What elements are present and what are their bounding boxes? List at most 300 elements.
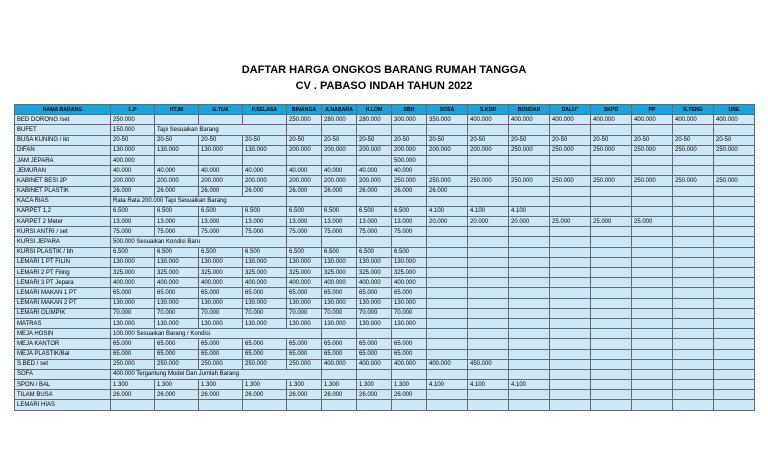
price-cell[interactable]: 200.000 <box>392 145 427 155</box>
item-name-cell[interactable]: SPON / BAL <box>15 380 111 390</box>
price-cell[interactable] <box>591 155 632 165</box>
item-name-cell[interactable]: KACA RIAS <box>15 196 111 206</box>
note-cell[interactable] <box>155 125 287 135</box>
price-cell[interactable]: 400.000 <box>392 359 427 369</box>
price-cell[interactable]: 200.000 <box>243 176 287 186</box>
price-cell[interactable] <box>591 227 632 237</box>
item-name-cell[interactable]: BED DORONG /set <box>15 115 111 125</box>
price-cell[interactable] <box>287 196 322 206</box>
price-cell[interactable] <box>714 339 755 349</box>
price-cell[interactable] <box>673 278 714 288</box>
price-cell[interactable] <box>714 257 755 267</box>
price-cell[interactable] <box>392 400 427 410</box>
price-cell[interactable] <box>550 166 591 176</box>
price-cell[interactable]: 65.000 <box>243 288 287 298</box>
price-cell[interactable] <box>287 155 322 165</box>
price-cell[interactable]: 250.000 <box>550 145 591 155</box>
price-cell[interactable]: 400.000 <box>714 115 755 125</box>
price-cell[interactable] <box>509 166 550 176</box>
price-cell[interactable] <box>673 298 714 308</box>
price-cell[interactable] <box>509 329 550 339</box>
price-cell[interactable] <box>509 186 550 196</box>
price-cell[interactable] <box>427 339 468 349</box>
price-cell[interactable]: 400.000 <box>550 115 591 125</box>
price-cell[interactable] <box>591 288 632 298</box>
price-cell[interactable] <box>632 380 673 390</box>
price-cell[interactable] <box>509 390 550 400</box>
price-cell[interactable] <box>468 308 509 318</box>
price-cell[interactable]: 70.000 <box>243 308 287 318</box>
item-name-cell[interactable]: MEJA HOSIN <box>15 329 111 339</box>
price-cell[interactable] <box>632 359 673 369</box>
price-cell[interactable]: 6.500 <box>155 206 199 216</box>
price-cell[interactable] <box>714 288 755 298</box>
price-cell[interactable]: 13.000 <box>199 217 243 227</box>
price-cell[interactable] <box>427 329 468 339</box>
price-cell[interactable]: 130.000 <box>155 318 199 328</box>
item-name-cell[interactable]: LEMARI 3 PT Jepara <box>15 278 111 288</box>
price-cell[interactable]: 70.000 <box>287 308 322 318</box>
price-cell[interactable]: 20-50 <box>427 135 468 145</box>
price-cell[interactable]: 450.000 <box>468 359 509 369</box>
price-cell[interactable]: 250.000 <box>111 115 155 125</box>
price-cell[interactable] <box>591 390 632 400</box>
price-cell[interactable]: 400.000 <box>591 115 632 125</box>
item-name-cell[interactable]: LEMARI 2 PT Filing <box>15 268 111 278</box>
price-cell[interactable]: 400.000 <box>322 359 357 369</box>
price-cell[interactable]: 65.000 <box>243 349 287 359</box>
item-name-cell[interactable]: KABINET PLASTIK <box>15 186 111 196</box>
price-cell[interactable]: 65.000 <box>111 349 155 359</box>
price-cell[interactable]: 65.000 <box>392 339 427 349</box>
item-name-cell[interactable]: BUSA KUNING / ikt <box>15 135 111 145</box>
price-cell[interactable] <box>673 237 714 247</box>
price-cell[interactable]: 250.000 <box>591 176 632 186</box>
price-cell[interactable] <box>509 155 550 165</box>
price-cell[interactable]: 250.000 <box>287 359 322 369</box>
price-cell[interactable]: 250.000 <box>591 145 632 155</box>
price-cell[interactable] <box>714 390 755 400</box>
price-cell[interactable]: 130.000 <box>357 318 392 328</box>
item-name-cell[interactable]: LEMARI MAKAN 1 PT <box>15 288 111 298</box>
price-cell[interactable] <box>509 278 550 288</box>
price-cell[interactable] <box>509 268 550 278</box>
price-cell[interactable]: 250.000 <box>714 176 755 186</box>
price-cell[interactable] <box>632 166 673 176</box>
price-cell[interactable] <box>550 186 591 196</box>
price-cell[interactable]: 75.000 <box>111 227 155 237</box>
price-cell[interactable] <box>468 288 509 298</box>
item-name-cell[interactable]: LEMARI HIAS <box>15 400 111 410</box>
price-cell[interactable]: 325.000 <box>111 268 155 278</box>
price-cell[interactable] <box>468 329 509 339</box>
price-cell[interactable] <box>550 247 591 257</box>
price-cell[interactable] <box>550 359 591 369</box>
price-cell[interactable]: 130.000 <box>199 257 243 267</box>
price-cell[interactable] <box>673 125 714 135</box>
price-cell[interactable] <box>673 227 714 237</box>
price-cell[interactable]: 250.000 <box>714 145 755 155</box>
price-cell[interactable]: 4.100 <box>427 380 468 390</box>
price-cell[interactable] <box>468 125 509 135</box>
price-cell[interactable]: 250.000 <box>632 176 673 186</box>
item-name-cell[interactable]: KARPET 2 Meter <box>15 217 111 227</box>
price-cell[interactable]: 130.000 <box>111 145 155 155</box>
price-cell[interactable] <box>322 125 357 135</box>
price-cell[interactable]: 20-50 <box>199 135 243 145</box>
column-header[interactable]: H.LOM <box>357 105 392 115</box>
price-cell[interactable]: 6.500 <box>287 206 322 216</box>
column-header[interactable]: UBE <box>714 105 755 115</box>
column-header[interactable]: K.TENG <box>673 105 714 115</box>
price-cell[interactable] <box>322 369 357 379</box>
column-header[interactable]: SKPD <box>591 105 632 115</box>
price-cell[interactable] <box>155 155 199 165</box>
price-cell[interactable] <box>427 196 468 206</box>
price-cell[interactable]: 130.000 <box>199 318 243 328</box>
price-cell[interactable] <box>591 349 632 359</box>
price-cell[interactable]: 70.000 <box>357 308 392 318</box>
price-cell[interactable]: 25.000 <box>632 217 673 227</box>
price-cell[interactable]: 130.000 <box>111 318 155 328</box>
price-cell[interactable] <box>591 186 632 196</box>
price-cell[interactable]: 200.000 <box>322 145 357 155</box>
price-cell[interactable]: 65.000 <box>322 349 357 359</box>
price-cell[interactable] <box>322 237 357 247</box>
price-cell[interactable] <box>509 237 550 247</box>
price-cell[interactable] <box>632 247 673 257</box>
price-cell[interactable] <box>509 298 550 308</box>
price-cell[interactable]: 6.500 <box>155 247 199 257</box>
price-cell[interactable] <box>591 329 632 339</box>
price-cell[interactable] <box>714 237 755 247</box>
price-cell[interactable] <box>673 247 714 257</box>
price-cell[interactable]: 26.000 <box>111 390 155 400</box>
price-cell[interactable] <box>468 339 509 349</box>
column-header[interactable]: A.NABARA <box>322 105 357 115</box>
price-cell[interactable]: 130.000 <box>155 298 199 308</box>
item-name-cell[interactable]: KARPET 1,2 <box>15 206 111 216</box>
price-cell[interactable] <box>427 125 468 135</box>
price-cell[interactable]: 4.100 <box>509 380 550 390</box>
price-cell[interactable] <box>550 400 591 410</box>
price-cell[interactable]: 70.000 <box>199 308 243 318</box>
price-cell[interactable] <box>673 359 714 369</box>
price-cell[interactable] <box>591 339 632 349</box>
price-cell[interactable]: 75.000 <box>199 227 243 237</box>
price-cell[interactable]: 20-50 <box>155 135 199 145</box>
price-cell[interactable] <box>550 349 591 359</box>
price-cell[interactable] <box>427 257 468 267</box>
price-cell[interactable] <box>673 369 714 379</box>
price-cell[interactable]: 26.000 <box>111 186 155 196</box>
price-cell[interactable]: 65.000 <box>287 339 322 349</box>
column-header[interactable]: L.P <box>111 105 155 115</box>
price-cell[interactable]: 65.000 <box>199 339 243 349</box>
item-name-cell[interactable]: DIFAN <box>15 145 111 155</box>
price-cell[interactable]: 400.000 <box>427 359 468 369</box>
note-cell[interactable] <box>111 237 287 247</box>
price-cell[interactable] <box>427 227 468 237</box>
price-cell[interactable]: 200.000 <box>287 145 322 155</box>
price-cell[interactable] <box>468 237 509 247</box>
price-cell[interactable] <box>632 196 673 206</box>
price-cell[interactable]: 325.000 <box>392 268 427 278</box>
price-cell[interactable] <box>632 125 673 135</box>
price-cell[interactable]: 26.000 <box>243 390 287 400</box>
price-cell[interactable] <box>714 196 755 206</box>
price-cell[interactable] <box>550 196 591 206</box>
price-cell[interactable] <box>509 247 550 257</box>
price-cell[interactable]: 70.000 <box>322 308 357 318</box>
price-cell[interactable]: 200.000 <box>322 176 357 186</box>
note-cell[interactable] <box>111 329 322 339</box>
price-cell[interactable]: 13.000 <box>392 217 427 227</box>
price-cell[interactable]: 4.100 <box>427 206 468 216</box>
price-cell[interactable]: 325.000 <box>357 268 392 278</box>
price-cell[interactable]: 26.000 <box>287 390 322 400</box>
price-cell[interactable]: 250.000 <box>199 359 243 369</box>
price-cell[interactable] <box>632 318 673 328</box>
price-cell[interactable]: 130.000 <box>287 318 322 328</box>
price-cell[interactable] <box>509 339 550 349</box>
price-cell[interactable] <box>509 318 550 328</box>
price-cell[interactable] <box>632 400 673 410</box>
price-cell[interactable] <box>714 359 755 369</box>
price-cell[interactable] <box>287 237 322 247</box>
price-cell[interactable] <box>550 318 591 328</box>
price-cell[interactable]: 26.000 <box>322 186 357 196</box>
price-cell[interactable]: 250.000 <box>287 115 322 125</box>
price-cell[interactable]: 20-50 <box>673 135 714 145</box>
price-cell[interactable]: 65.000 <box>111 288 155 298</box>
price-cell[interactable]: 300.000 <box>392 115 427 125</box>
price-cell[interactable]: 65.000 <box>357 339 392 349</box>
price-cell[interactable] <box>591 318 632 328</box>
price-cell[interactable] <box>468 247 509 257</box>
price-cell[interactable] <box>591 125 632 135</box>
price-cell[interactable]: 13.000 <box>287 217 322 227</box>
price-cell[interactable]: 200.000 <box>357 176 392 186</box>
price-cell[interactable]: 130.000 <box>111 298 155 308</box>
column-header[interactable]: G.TUA <box>199 105 243 115</box>
price-cell[interactable] <box>509 196 550 206</box>
price-cell[interactable] <box>243 115 287 125</box>
price-cell[interactable]: 65.000 <box>357 349 392 359</box>
price-cell[interactable] <box>673 186 714 196</box>
price-cell[interactable]: 20-50 <box>111 135 155 145</box>
price-cell[interactable] <box>673 349 714 359</box>
price-cell[interactable] <box>632 369 673 379</box>
price-cell[interactable]: 13.000 <box>111 217 155 227</box>
price-cell[interactable]: 65.000 <box>111 339 155 349</box>
price-cell[interactable] <box>714 318 755 328</box>
price-cell[interactable] <box>632 257 673 267</box>
price-cell[interactable] <box>357 400 392 410</box>
price-cell[interactable]: 130.000 <box>357 298 392 308</box>
price-cell[interactable]: 250.000 <box>509 145 550 155</box>
price-cell[interactable] <box>509 227 550 237</box>
price-cell[interactable] <box>673 400 714 410</box>
price-cell[interactable] <box>550 369 591 379</box>
price-cell[interactable]: 400.000 <box>673 115 714 125</box>
price-cell[interactable]: 280.000 <box>322 115 357 125</box>
price-cell[interactable]: 75.000 <box>155 227 199 237</box>
price-cell[interactable] <box>632 186 673 196</box>
price-cell[interactable] <box>287 400 322 410</box>
price-cell[interactable]: 1.300 <box>322 380 357 390</box>
price-cell[interactable] <box>714 380 755 390</box>
price-cell[interactable] <box>468 227 509 237</box>
price-cell[interactable]: 400.000 <box>111 278 155 288</box>
price-cell[interactable] <box>714 217 755 227</box>
price-cell[interactable]: 65.000 <box>199 288 243 298</box>
price-cell[interactable]: 325.000 <box>287 268 322 278</box>
price-cell[interactable] <box>155 115 199 125</box>
item-name-cell[interactable]: MEJA KANTOR <box>15 339 111 349</box>
price-cell[interactable] <box>322 196 357 206</box>
price-cell[interactable]: 6.500 <box>392 206 427 216</box>
price-cell[interactable] <box>199 115 243 125</box>
price-cell[interactable] <box>632 308 673 318</box>
price-cell[interactable]: 70.000 <box>111 308 155 318</box>
price-cell[interactable] <box>673 206 714 216</box>
price-cell[interactable] <box>509 349 550 359</box>
price-cell[interactable] <box>550 237 591 247</box>
price-cell[interactable]: 26.000 <box>287 186 322 196</box>
price-cell[interactable]: 20-50 <box>468 135 509 145</box>
price-cell[interactable] <box>357 125 392 135</box>
price-cell[interactable]: 25.000 <box>550 217 591 227</box>
price-cell[interactable] <box>509 400 550 410</box>
price-cell[interactable]: 40.000 <box>287 166 322 176</box>
price-cell[interactable] <box>591 206 632 216</box>
price-cell[interactable]: 26.000 <box>392 186 427 196</box>
price-cell[interactable]: 250.000 <box>427 176 468 186</box>
price-cell[interactable]: 65.000 <box>322 339 357 349</box>
price-cell[interactable] <box>468 298 509 308</box>
price-cell[interactable] <box>509 359 550 369</box>
price-cell[interactable] <box>591 369 632 379</box>
price-cell[interactable] <box>111 400 155 410</box>
price-cell[interactable]: 40.000 <box>199 166 243 176</box>
price-cell[interactable]: 20-50 <box>243 135 287 145</box>
price-cell[interactable]: 65.000 <box>392 288 427 298</box>
price-cell[interactable] <box>632 278 673 288</box>
price-cell[interactable]: 26.000 <box>155 390 199 400</box>
price-cell[interactable]: 65.000 <box>155 349 199 359</box>
price-cell[interactable] <box>673 390 714 400</box>
price-cell[interactable] <box>591 400 632 410</box>
price-cell[interactable]: 20-50 <box>287 135 322 145</box>
price-cell[interactable] <box>550 155 591 165</box>
price-cell[interactable] <box>550 390 591 400</box>
price-cell[interactable]: 65.000 <box>155 288 199 298</box>
price-cell[interactable]: 26.000 <box>357 390 392 400</box>
item-name-cell[interactable]: S.BED / set <box>15 359 111 369</box>
price-cell[interactable] <box>550 380 591 390</box>
price-cell[interactable] <box>199 400 243 410</box>
price-cell[interactable]: 6.500 <box>322 206 357 216</box>
price-cell[interactable]: 40.000 <box>357 166 392 176</box>
price-cell[interactable] <box>427 166 468 176</box>
price-cell[interactable]: 130.000 <box>243 257 287 267</box>
price-cell[interactable]: 20-50 <box>509 135 550 145</box>
price-cell[interactable] <box>550 125 591 135</box>
price-cell[interactable]: 250.000 <box>673 145 714 155</box>
price-cell[interactable] <box>427 237 468 247</box>
price-cell[interactable] <box>673 308 714 318</box>
price-cell[interactable] <box>673 217 714 227</box>
price-cell[interactable] <box>632 390 673 400</box>
price-cell[interactable]: 4.100 <box>468 380 509 390</box>
price-cell[interactable] <box>427 288 468 298</box>
price-cell[interactable] <box>591 196 632 206</box>
price-cell[interactable]: 26.000 <box>199 186 243 196</box>
price-cell[interactable] <box>714 206 755 216</box>
price-cell[interactable] <box>550 257 591 267</box>
price-cell[interactable]: 6.500 <box>111 247 155 257</box>
price-cell[interactable] <box>392 369 427 379</box>
price-cell[interactable] <box>468 318 509 328</box>
item-name-cell[interactable]: KURSI PLASTIK / bh <box>15 247 111 257</box>
price-cell[interactable]: 26.000 <box>357 186 392 196</box>
price-cell[interactable] <box>632 329 673 339</box>
price-cell[interactable] <box>199 155 243 165</box>
price-cell[interactable] <box>427 349 468 359</box>
item-name-cell[interactable]: TILAM BUSA <box>15 390 111 400</box>
price-cell[interactable] <box>427 268 468 278</box>
column-header[interactable]: BONDAR <box>509 105 550 115</box>
price-cell[interactable] <box>427 247 468 257</box>
price-cell[interactable] <box>673 288 714 298</box>
price-cell[interactable]: 200.000 <box>155 176 199 186</box>
price-cell[interactable] <box>357 196 392 206</box>
price-cell[interactable] <box>509 369 550 379</box>
price-cell[interactable]: 250.000 <box>111 359 155 369</box>
price-cell[interactable]: 130.000 <box>199 145 243 155</box>
price-cell[interactable]: 400.000 <box>287 278 322 288</box>
price-cell[interactable] <box>591 308 632 318</box>
price-cell[interactable] <box>673 318 714 328</box>
price-cell[interactable]: 250.000 <box>550 176 591 186</box>
price-cell[interactable] <box>714 308 755 318</box>
price-cell[interactable] <box>714 268 755 278</box>
price-cell[interactable] <box>155 400 199 410</box>
price-cell[interactable]: 150.000 <box>111 125 155 135</box>
price-cell[interactable]: 75.000 <box>287 227 322 237</box>
price-cell[interactable] <box>673 380 714 390</box>
price-cell[interactable]: 250.000 <box>632 145 673 155</box>
price-cell[interactable]: 65.000 <box>287 349 322 359</box>
price-cell[interactable] <box>509 257 550 267</box>
price-cell[interactable]: 325.000 <box>322 268 357 278</box>
price-cell[interactable]: 13.000 <box>322 217 357 227</box>
price-cell[interactable]: 250.000 <box>468 176 509 186</box>
price-cell[interactable] <box>550 278 591 288</box>
price-cell[interactable]: 20.000 <box>427 217 468 227</box>
price-cell[interactable]: 65.000 <box>155 339 199 349</box>
price-cell[interactable] <box>509 308 550 318</box>
price-cell[interactable]: 75.000 <box>357 227 392 237</box>
price-cell[interactable]: 6.500 <box>322 247 357 257</box>
price-cell[interactable]: 130.000 <box>322 318 357 328</box>
price-cell[interactable]: 400.000 <box>111 155 155 165</box>
price-cell[interactable] <box>673 339 714 349</box>
price-cell[interactable]: 20.000 <box>468 217 509 227</box>
price-cell[interactable]: 25.000 <box>591 217 632 227</box>
price-cell[interactable]: 500.000 <box>392 155 427 165</box>
